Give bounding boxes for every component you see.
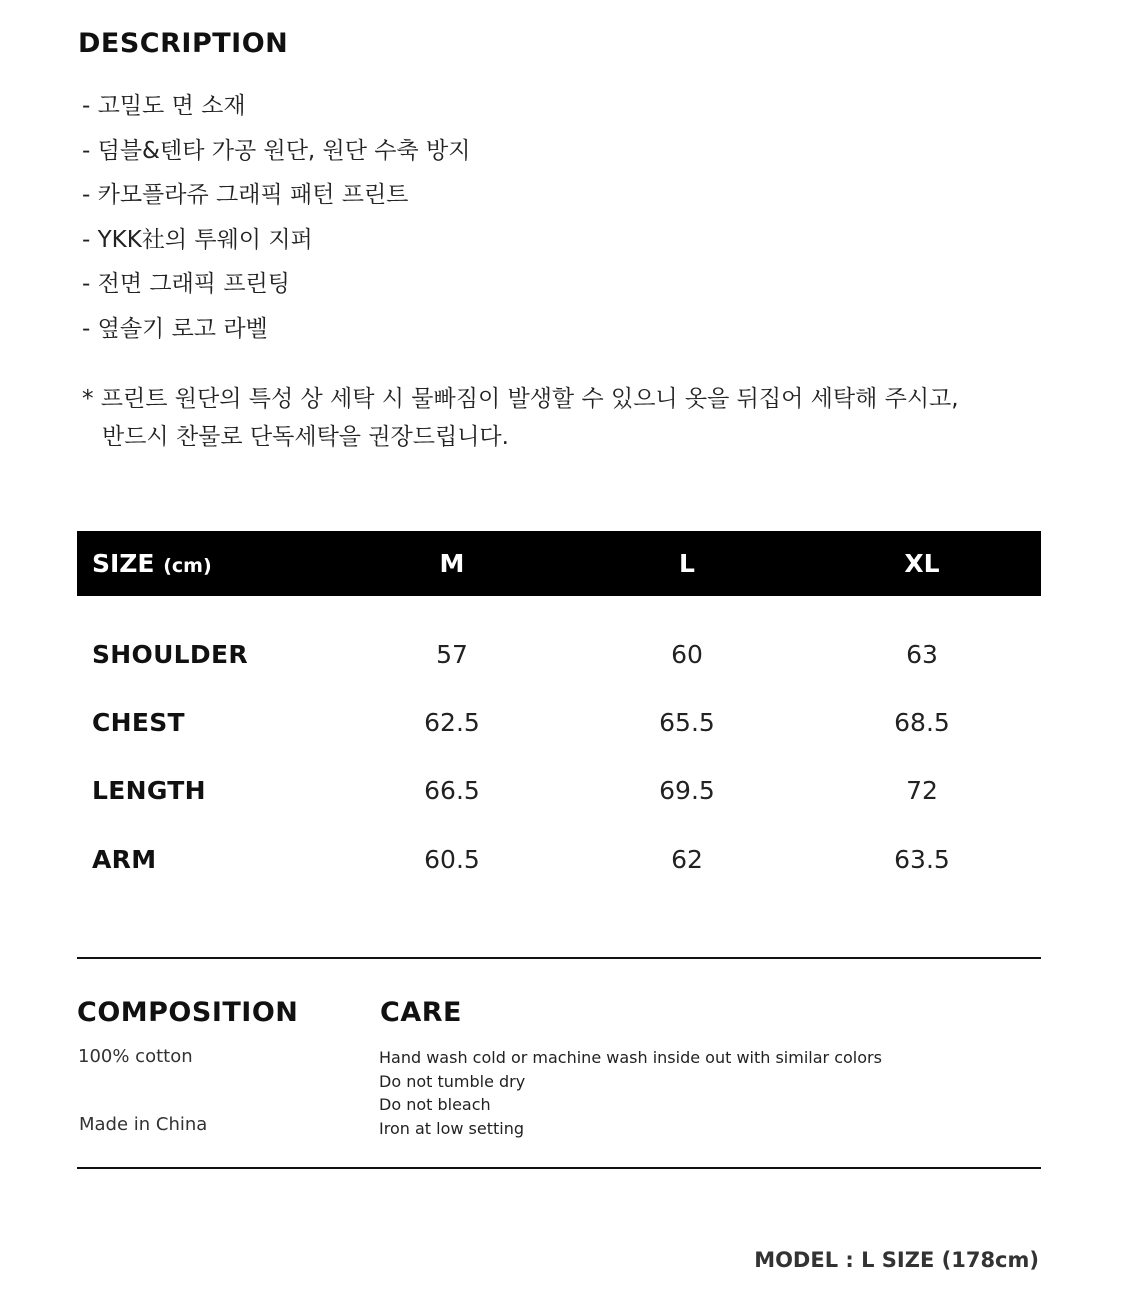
row-label-shoulder: SHOULDER <box>92 640 248 669</box>
wash-note <box>82 380 959 456</box>
description-title: DESCRIPTION <box>78 28 289 59</box>
composition-material: 100% cotton <box>78 1046 193 1067</box>
description-item: - 고밀도 면 소재 <box>82 93 246 119</box>
wash-note-line-2: 반드시 찬물로 단독세탁을 권장드립니다. <box>102 424 509 450</box>
table-row <box>77 840 1041 880</box>
size-header-xl: XL <box>904 549 940 578</box>
cell-shoulder-xl: 63 <box>906 640 938 669</box>
composition-origin: Made in China <box>79 1114 208 1135</box>
divider-bottom <box>77 1167 1041 1169</box>
care-item: Iron at low setting <box>379 1118 524 1138</box>
description-item: - 카모플라쥬 그래픽 패턴 프린트 <box>82 182 409 209</box>
description-list <box>82 86 470 354</box>
table-row <box>77 771 1041 811</box>
row-label-arm: ARM <box>92 845 157 874</box>
size-table-header <box>77 531 1041 596</box>
wash-note-line-1: * 프린트 원단의 특성 상 세탁 시 물빠짐이 발생할 수 있으니 옷을 뒤집어 세탁해 주시고, <box>82 386 959 412</box>
size-header-l: L <box>679 549 695 578</box>
care-item: Do not bleach <box>379 1095 491 1114</box>
table-row <box>77 635 1041 675</box>
description-item: - YKK社의 투웨이 지퍼 <box>82 226 313 253</box>
description-item: - 옆솔기 로고 라벨 <box>82 315 268 342</box>
cell-length-xl: 72 <box>906 776 938 805</box>
table-row <box>77 703 1041 743</box>
cell-shoulder-m: 57 <box>436 640 468 669</box>
cell-arm-l: 62 <box>671 845 703 874</box>
size-header-label <box>92 531 212 596</box>
care-title: CARE <box>380 997 462 1028</box>
cell-length-l: 69.5 <box>659 776 715 805</box>
care-item: Hand wash cold or machine wash inside out with similar colors <box>379 1048 882 1067</box>
care-list <box>379 1046 882 1140</box>
row-label-length: LENGTH <box>92 776 206 805</box>
size-header-unit: (cm) <box>163 555 212 577</box>
divider-top <box>77 957 1041 959</box>
cell-arm-m: 60.5 <box>424 845 480 874</box>
cell-chest-l: 65.5 <box>659 708 715 737</box>
model-size-info: MODEL : L SIZE (178cm) <box>754 1248 1039 1272</box>
cell-shoulder-l: 60 <box>671 640 703 669</box>
size-header-title: SIZE <box>92 549 155 578</box>
row-label-chest: CHEST <box>92 708 185 737</box>
size-header-m: M <box>439 549 465 578</box>
cell-chest-m: 62.5 <box>424 708 480 737</box>
composition-title: COMPOSITION <box>77 997 299 1028</box>
cell-arm-xl: 63.5 <box>894 845 950 874</box>
description-item: - 전면 그래픽 프린팅 <box>82 271 290 298</box>
cell-chest-xl: 68.5 <box>894 708 950 737</box>
care-item: Do not tumble dry <box>379 1071 526 1091</box>
cell-length-m: 66.5 <box>424 776 480 805</box>
description-item: - 덤블&텐타 가공 원단, 원단 수축 방지 <box>82 137 471 164</box>
